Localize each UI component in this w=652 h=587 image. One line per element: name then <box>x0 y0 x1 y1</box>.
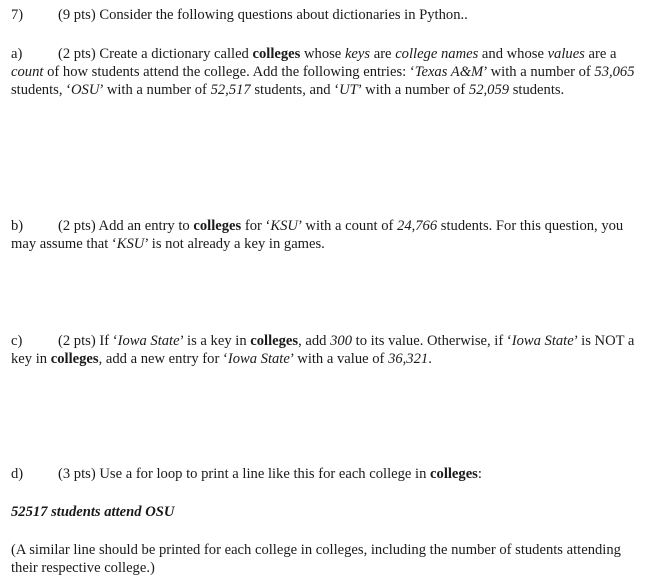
text: (3 pts) Use a for loop to print a line like this for each college in <box>58 466 431 482</box>
text-italic: 52,517 <box>210 82 251 98</box>
text-bold: colleges <box>430 466 478 482</box>
text: , add a new entry for ‘ <box>98 351 228 367</box>
text: (2 pts) Add an entry to <box>58 218 194 234</box>
text-italic: 36,321 <box>388 351 429 367</box>
part-d-note: (A similar line should be printed for each college in colleges, including the number of students attending their respective college.) <box>11 542 621 576</box>
text-bold: colleges <box>250 333 299 349</box>
text: ’ with a count of <box>297 218 398 234</box>
part-a <box>11 45 647 99</box>
text-italic: 24,766 <box>397 218 438 234</box>
text-italic: KSU <box>116 236 145 252</box>
text-italic: 300 <box>330 333 353 349</box>
text: ’ is a key in <box>179 333 251 349</box>
text: ’ with a number of <box>483 64 595 80</box>
text-italic: college names <box>395 46 479 62</box>
text-italic: 52,059 <box>468 82 510 98</box>
text: students, and ‘ <box>250 82 340 98</box>
text: , add <box>298 333 331 349</box>
text-bold: colleges <box>50 351 99 367</box>
question-header <box>11 6 647 24</box>
part-c-label: c) <box>11 333 23 349</box>
text-italic: UT <box>339 82 358 98</box>
text: students. For this question, you may assume that ‘ <box>11 218 624 252</box>
text-italic: Texas A&M <box>414 64 484 80</box>
text: ’ is NOT a key in <box>11 333 635 367</box>
text-italic: Iowa State <box>227 351 290 367</box>
text: students. <box>509 82 565 98</box>
text: are <box>370 46 396 62</box>
text-italic: KSU <box>270 218 298 234</box>
text: for ‘ <box>241 218 271 234</box>
part-b-label: b) <box>11 218 24 234</box>
text: students, ‘ <box>11 82 71 98</box>
text: (2 pts) Create a dictionary called <box>58 46 253 62</box>
text: ’ is not already a key in games. <box>144 236 325 252</box>
text-italic: values <box>547 46 585 62</box>
text: and whose <box>478 46 548 62</box>
question-text: (9 pts) Consider the following questions about dictionaries in Python.. <box>58 7 468 23</box>
text: : <box>477 466 482 482</box>
text-italic: Iowa State <box>117 333 180 349</box>
text: . <box>428 351 432 367</box>
text: of how students attend the college. Add the following entries: ‘ <box>43 64 415 80</box>
example-output-line: 52517 students attend OSU <box>11 504 175 520</box>
text: are a <box>584 46 617 62</box>
text: (2 pts) If ‘ <box>58 333 118 349</box>
part-d <box>11 465 647 483</box>
part-a-label: a) <box>11 46 23 62</box>
text: ’ with a number of <box>357 82 469 98</box>
text-italic: 53,065 <box>594 64 635 80</box>
text: ’ with a value of <box>289 351 389 367</box>
text-italic: keys <box>344 46 371 62</box>
part-c <box>11 332 647 368</box>
question-number: 7) <box>11 7 24 23</box>
part-d-label: d) <box>11 466 24 482</box>
text-italic: OSU <box>71 82 100 98</box>
text: to its value. Otherwise, if ‘ <box>352 333 512 349</box>
text: whose <box>300 46 345 62</box>
text-bold: colleges <box>252 46 301 62</box>
text-italic: Iowa State <box>511 333 574 349</box>
text-italic: count <box>11 64 44 80</box>
text: ’ with a number of <box>99 82 211 98</box>
text-bold: colleges <box>193 218 242 234</box>
part-b <box>11 217 647 253</box>
